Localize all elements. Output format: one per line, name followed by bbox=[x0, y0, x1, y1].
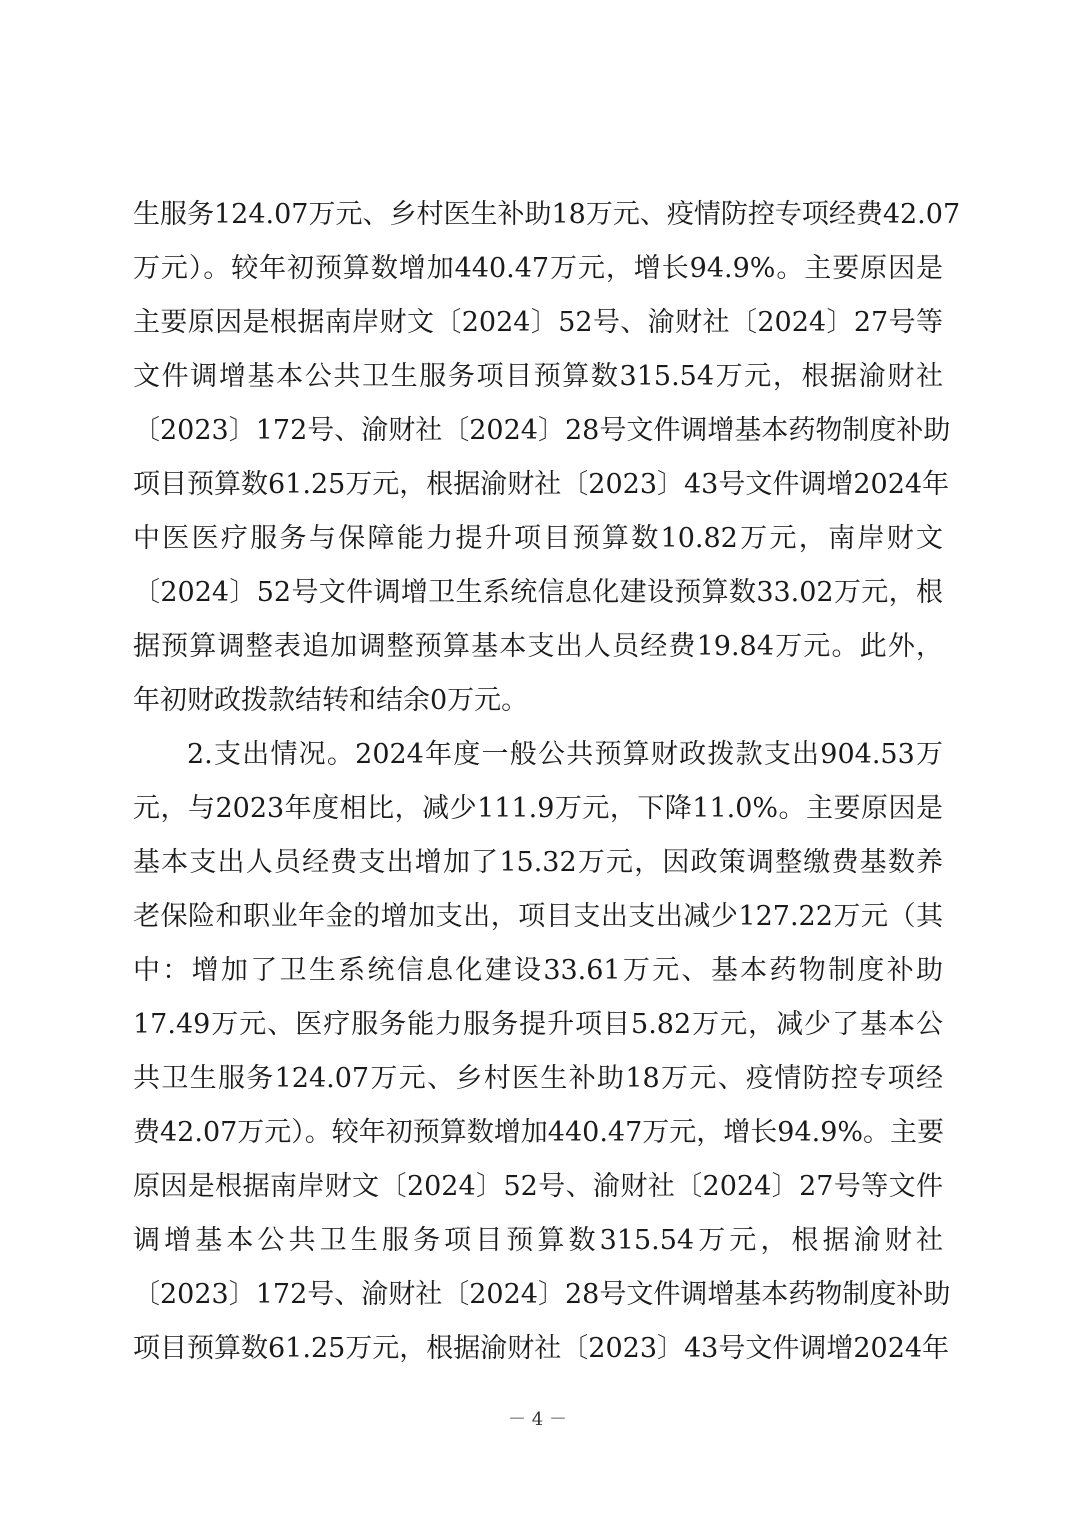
text-line: 文件调增基本公共卫生服务项目预算数315.54万元，根据渝财社 bbox=[133, 361, 943, 392]
paragraph-income bbox=[133, 188, 961, 728]
document-body bbox=[133, 188, 961, 1376]
text-line: 〔2024〕52号文件调增卫生系统信息化建设预算数33.02万元，根 bbox=[133, 577, 943, 608]
text-line: 中：增加了卫生系统信息化建设33.61万元、基本药物制度补助 bbox=[133, 955, 943, 986]
text-line: 据预算调整表追加调整预算基本支出人员经费19.84万元。此外， bbox=[133, 631, 943, 662]
text-line: 中医医疗服务与保障能力提升项目预算数10.82万元，南岸财文 bbox=[133, 523, 943, 554]
text-line: 原因是根据南岸财文〔2024〕52号、渝财社〔2024〕27号等文件 bbox=[133, 1171, 943, 1202]
text-line: 17.49万元、医疗服务能力服务提升项目5.82万元，减少了基本公 bbox=[133, 1009, 943, 1040]
text-line: 基本支出人员经费支出增加了15.32万元，因政策调整缴费基数养 bbox=[133, 847, 943, 878]
text-line: 〔2023〕172号、渝财社〔2024〕28号文件调增基本药物制度补助 bbox=[133, 415, 951, 446]
paragraph-expenditure bbox=[133, 728, 951, 1376]
text-line: 老保险和职业年金的增加支出，项目支出支出减少127.22万元（其 bbox=[133, 901, 943, 932]
text-line: 共卫生服务124.07万元、乡村医生补助18万元、疫情防控专项经 bbox=[133, 1063, 943, 1094]
text-line: 调增基本公共卫生服务项目预算数315.54万元，根据渝财社 bbox=[133, 1225, 943, 1256]
text-line: 项目预算数61.25万元，根据渝财社〔2023〕43号文件调增2024年 bbox=[133, 469, 950, 500]
text-line: 项目预算数61.25万元，根据渝财社〔2023〕43号文件调增2024年 bbox=[133, 1333, 950, 1364]
text-line: 费42.07万元）。较年初预算数增加440.47万元，增长94.9%。主要 bbox=[133, 1117, 945, 1148]
page-number: － 4 － bbox=[508, 1409, 567, 1430]
text-line: 生服务124.07万元、乡村医生补助18万元、疫情防控专项经费42.07 bbox=[133, 199, 961, 230]
text-line: 年初财政拨款结转和结余0万元。 bbox=[133, 685, 529, 716]
paragraph-heading-line: 2.支出情况。2024年度一般公共预算财政拨款支出904.53万 bbox=[187, 739, 943, 770]
text-line: 元，与2023年度相比，减少111.9万元，下降11.0%。主要原因是 bbox=[133, 793, 943, 824]
text-line: 〔2023〕172号、渝财社〔2024〕28号文件调增基本药物制度补助 bbox=[133, 1279, 951, 1310]
text-line: 万元）。较年初预算数增加440.47万元，增长94.9%。主要原因是 bbox=[133, 253, 943, 284]
text-line: 主要原因是根据南岸财文〔2024〕52号、渝财社〔2024〕27号等 bbox=[133, 307, 943, 338]
